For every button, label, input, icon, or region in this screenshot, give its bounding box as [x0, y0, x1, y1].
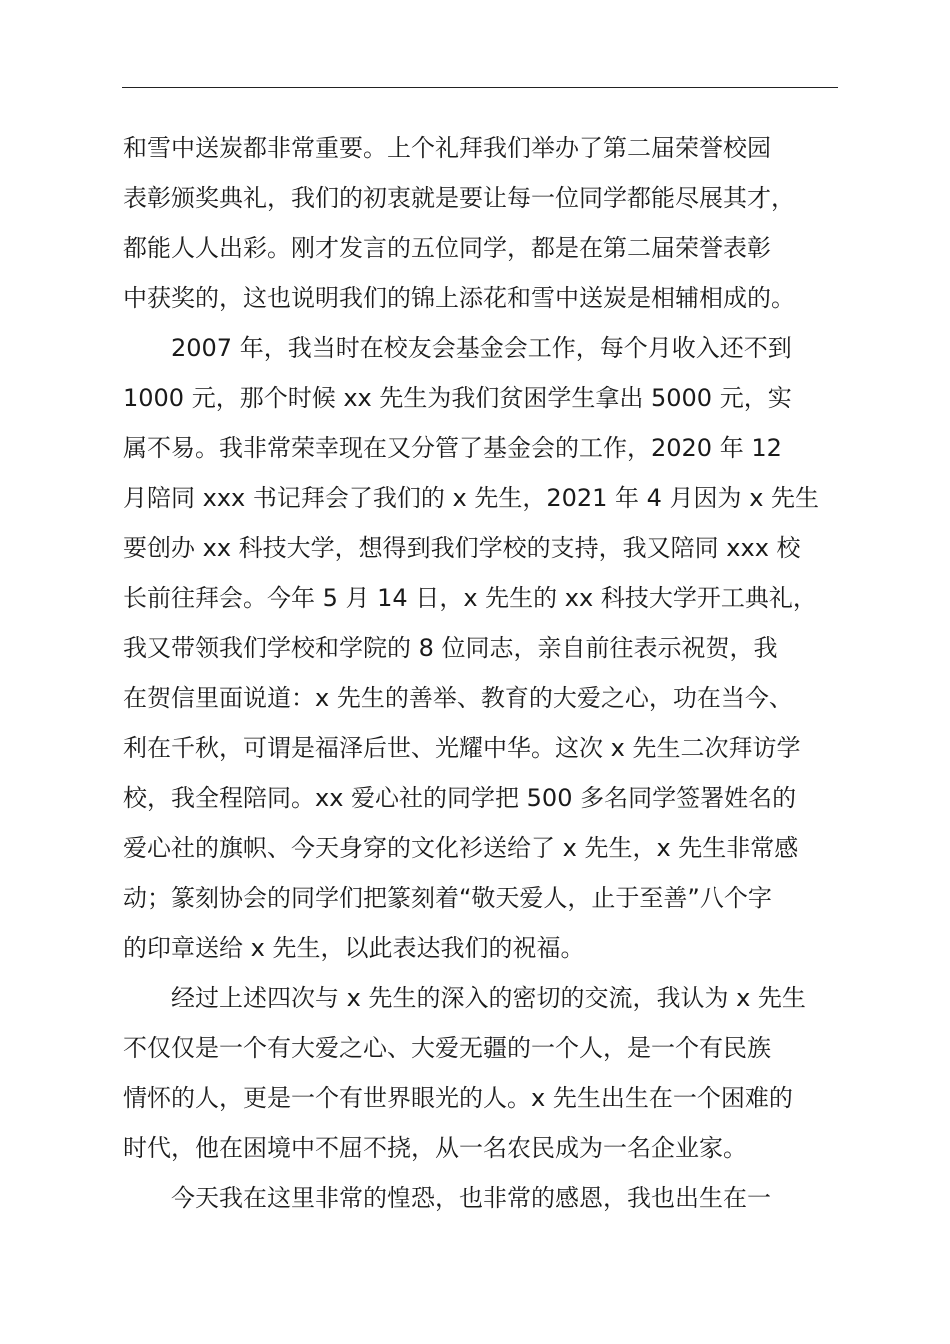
text-line: 长前往拜会。今年 5 月 14 日，x 先生的 xx 科技大学开工典礼， [123, 584, 817, 612]
text-line: 属不易。我非常荣幸现在又分管了基金会的工作，2020 年 12 [123, 434, 782, 462]
text-line: 要创办 xx 科技大学，想得到我们学校的支持，我又陪同 xxx 校 [123, 534, 801, 562]
text-line: 1000 元，那个时候 xx 先生为我们贫困学生拿出 5000 元，实 [123, 384, 792, 412]
text-line: 利在千秋，可谓是福泽后世、光耀中华。这次 x 先生二次拜访学 [123, 734, 801, 762]
text-line: 情怀的人，更是一个有世界眼光的人。x 先生出生在一个困难的 [123, 1084, 793, 1112]
text-line: 动；篆刻协会的同学们把篆刻着“敬天爱人，止于至善”八个字 [123, 884, 772, 912]
text-line: 的印章送给 x 先生，以此表达我们的祝福。 [123, 934, 585, 962]
text-line: 中获奖的，这也说明我们的锦上添花和雪中送炭是相辅相成的。 [123, 284, 795, 312]
document-body [123, 123, 843, 1223]
header-rule [122, 87, 838, 88]
text-line: 都能人人出彩。刚才发言的五位同学，都是在第二届荣誉表彰 [123, 234, 771, 262]
text-line: 2007 年，我当时在校友会基金会工作，每个月收入还不到 [123, 334, 792, 362]
text-line: 月陪同 xxx 书记拜会了我们的 x 先生，2021 年 4 月因为 x 先生 [123, 484, 820, 512]
text-line: 我又带领我们学校和学院的 8 位同志，亲自前往表示祝贺，我 [123, 634, 778, 662]
text-line: 爱心社的旗帜、今天身穿的文化衫送给了 x 先生，x 先生非常感 [123, 834, 799, 862]
text-line: 不仅仅是一个有大爱之心、大爱无疆的一个人，是一个有民族 [123, 1034, 771, 1062]
text-line: 今天我在这里非常的惶恐，也非常的感恩，我也出生在一 [123, 1184, 771, 1212]
text-line: 表彰颁奖典礼，我们的初衷就是要让每一位同学都能尽展其才， [123, 184, 795, 212]
text-line: 在贺信里面说道：x 先生的善举、教育的大爱之心，功在当今、 [123, 684, 793, 712]
text-line: 和雪中送炭都非常重要。上个礼拜我们举办了第二届荣誉校园 [123, 134, 771, 162]
text-line: 经过上述四次与 x 先生的深入的密切的交流，我认为 x 先生 [123, 984, 806, 1012]
text-line: 时代，他在困境中不屈不挠，从一名农民成为一名企业家。 [123, 1134, 747, 1162]
text-line: 校，我全程陪同。xx 爱心社的同学把 500 多名同学签署姓名的 [123, 784, 797, 812]
